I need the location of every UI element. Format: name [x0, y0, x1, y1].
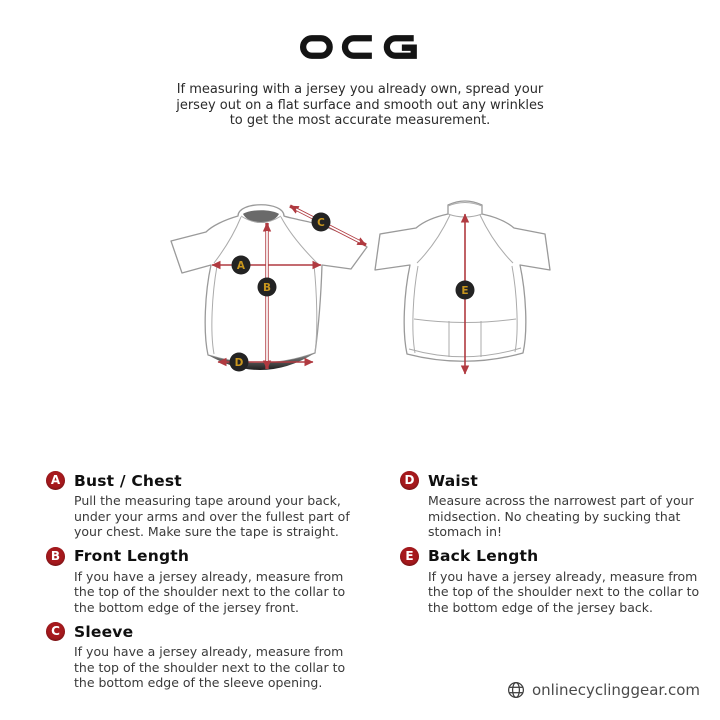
marker-d	[230, 353, 249, 372]
front-jersey-diagram	[171, 205, 367, 372]
size-guide-diagram	[150, 178, 574, 392]
measurement-description: Measure across the narrowest part of your midsection. No cheating by sucking that stomach in!	[428, 493, 694, 539]
svg-text:A: A	[236, 259, 246, 272]
measurement-description: Pull the measuring tape around your back, under your arms and over the fullest part of your chest. Make sure the tape is straight.	[74, 493, 350, 539]
brand-logo	[0, 35, 720, 59]
svg-text:D: D	[234, 356, 244, 369]
svg-text:C: C	[317, 216, 325, 229]
badge-b: B	[46, 547, 65, 566]
measurement-title: Waist	[428, 471, 478, 490]
website-text: onlinecyclinggear.com	[531, 681, 700, 699]
marker-a	[232, 256, 251, 275]
badge-d: D	[400, 471, 419, 490]
measurement-description: If you have a jersey already, measure from the top of the shoulder next to the collar to the bottom edge of the jersey back.	[428, 568, 700, 615]
svg-text:E: E	[461, 284, 469, 297]
footer	[507, 681, 700, 699]
measurement-item-back-length	[400, 547, 712, 616]
measurement-title: Front Length	[74, 547, 190, 565]
marker-c	[312, 213, 331, 232]
measurements-column-left	[46, 471, 376, 698]
intro-text: If measuring with a jersey you already own, spread your jersey out on a flat surface and smooth out any wrinkles to get the most accurate measurement.	[176, 82, 544, 128]
measurement-title: Back Length	[428, 547, 539, 565]
measurement-item-front-length	[46, 547, 376, 616]
badge-e: E	[400, 547, 419, 566]
ocg-logo-icon	[300, 35, 420, 59]
measurement-item-sleeve	[46, 622, 376, 691]
measurements-column-right	[400, 471, 712, 622]
globe-icon	[507, 681, 525, 699]
badge-a: A	[46, 471, 65, 490]
measurement-title: Bust / Chest	[74, 471, 182, 490]
badge-c: C	[46, 622, 65, 641]
measurement-title: Sleeve	[74, 622, 134, 641]
measurement-description: If you have a jersey already, measure from the top of the shoulder next to the collar to the bottom edge of the jersey front.	[74, 568, 346, 615]
measurement-item-bust-chest	[46, 471, 376, 540]
marker-b	[258, 278, 277, 297]
marker-e	[456, 281, 475, 300]
back-jersey-diagram	[375, 201, 550, 374]
measurement-description: If you have a jersey already, measure from the top of the shoulder next to the collar to the bottom edge of the sleeve opening.	[74, 644, 346, 690]
measurement-item-waist	[400, 471, 712, 540]
svg-text:B: B	[262, 281, 272, 294]
